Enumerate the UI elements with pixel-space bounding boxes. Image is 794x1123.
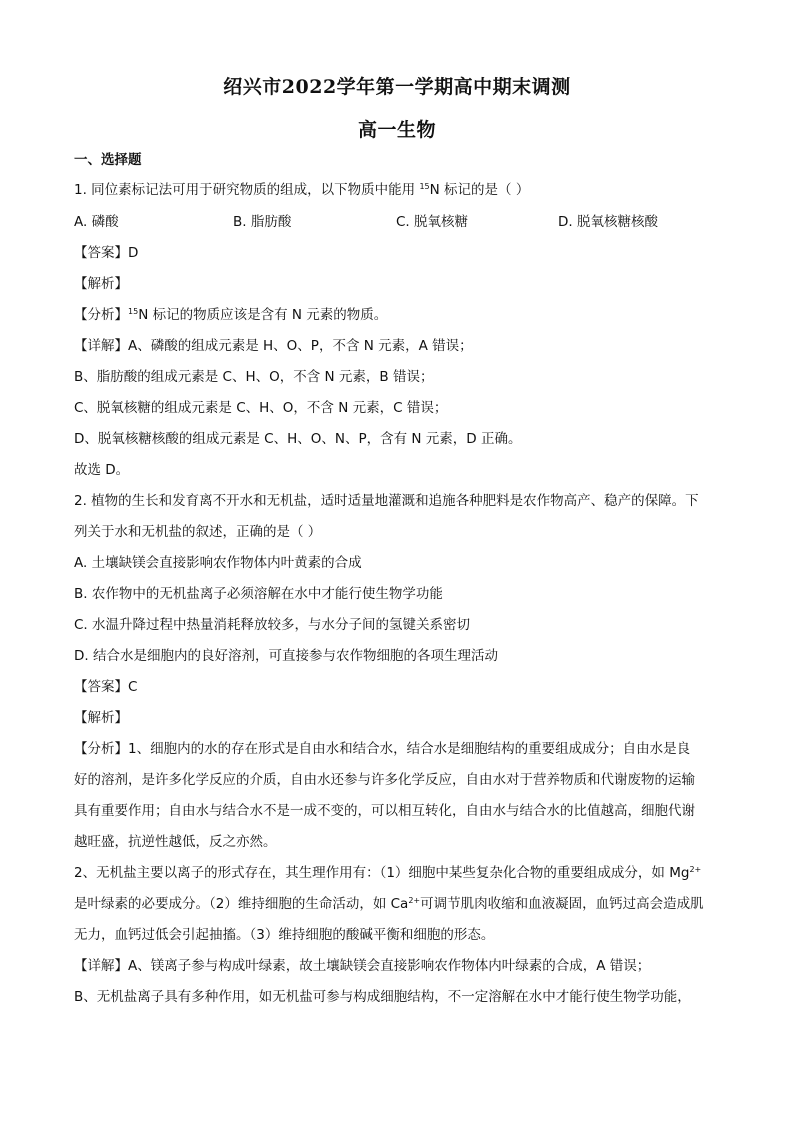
q1-option-d: D. 脱氧核糖核酸 — [558, 214, 658, 230]
q2-detail-line: 【详解】A、镁离子参与构成叶绿素，故土壤缺镁会直接影响农作物体内叶绿素的合成，A 错误； — [74, 958, 651, 974]
q1-option-c: C. 脱氧核糖 — [396, 214, 469, 230]
q2-stem-line: 列关于水和无机盐的叙述，正确的是（ ） — [74, 524, 322, 540]
q2-answer: 【答案】C — [74, 679, 138, 695]
q2-option-d: D. 结合水是细胞内的良好溶剂，可直接参与农作物细胞的各项生理活动 — [74, 648, 498, 664]
q1-answer: 【答案】D — [74, 245, 139, 261]
q1-detail-line: D、脱氧核糖核酸的组成元素是 C、H、O、N、P，含有 N 元素，D 正确。 — [74, 431, 522, 447]
q2-analysis-line: 好的溶剂，是许多化学反应的介质，自由水还参与许多化学反应，自由水对于营养物质和代谢废物的运输 — [74, 772, 695, 788]
q1-option-a: A. 磷酸 — [74, 214, 119, 230]
q2-option-c: C. 水温升降过程中热量消耗释放较多，与水分子间的氢键关系密切 — [74, 617, 471, 633]
q2-analysis-line: 越旺盛，抗逆性越低，反之亦然。 — [74, 834, 277, 850]
q2-analysis-line: 2、无机盐主要以离子的形式存在，其生理作用有：（1）细胞中某些复杂化合物的重要组成成分，如 $Mg^{2+}$ — [74, 865, 702, 881]
q1-stem: 1. 同位素标记法可用于研究物质的组成，以下物质中能用 $^{15}$N 标记的是（ ） — [74, 182, 530, 198]
q2-analysis-line: 【分析】1、细胞内的水的存在形式是自由水和结合水，结合水是细胞结构的重要组成成分；自由水是良 — [74, 741, 691, 757]
q1-detail-line: B、脂肪酸的组成元素是 C、H、O，不含 N 元素，B 错误； — [74, 369, 434, 385]
q2-analysis-line: 无力，血钙过低会引起抽搐。（3）维持细胞的酸碱平衡和细胞的形态。 — [74, 927, 495, 943]
q2-analysis-line: 具有重要作用；自由水与结合水不是一成不变的，可以相互转化，自由水与结合水的比值越高，细胞代谢 — [74, 803, 695, 819]
q2-detail-line: B、无机盐离子具有多种作用，如无机盐可参与构成细胞结构，不一定溶解在水中才能行使生物学功能， — [74, 989, 691, 1005]
q2-option-b: B. 农作物中的无机盐离子必须溶解在水中才能行使生物学功能 — [74, 586, 443, 602]
q1-analysis-label: 【解析】 — [74, 276, 128, 292]
section-heading: 一、选择题 — [74, 152, 142, 168]
q1-detail-line: 【详解】A、磷酸的组成元素是 H、O、P，不含 N 元素，A 错误； — [74, 338, 473, 354]
q2-analysis-label: 【解析】 — [74, 710, 128, 726]
q1-analysis: 【分析】$^{15}$N 标记的物质应该是含有 N 元素的物质。 — [74, 307, 388, 323]
q1-detail-line: C、脱氧核糖的组成元素是 C、H、O，不含 N 元素，C 错误； — [74, 400, 448, 416]
q1-option-b: B. 脂肪酸 — [233, 214, 292, 230]
q2-option-a: A. 土壤缺镁会直接影响农作物体内叶黄素的合成 — [74, 555, 362, 571]
q2-stem-line: 2. 植物的生长和发育离不开水和无机盐，适时适量地灌溉和追施各种肥料是农作物高产、稳产的保障。下 — [74, 493, 699, 509]
document-title: 绍兴市2022学年第一学期高中期末调测 — [223, 76, 571, 98]
q2-analysis-line: 是叶绿素的必要成分。（2）维持细胞的生命活动，如 $Ca^{2+}$可调节肌肉收缩和血液凝固，血钙过高会造成肌 — [74, 896, 704, 912]
document-subtitle: 高一生物 — [357, 119, 436, 141]
q1-conclusion: 故选 D。 — [74, 462, 130, 478]
